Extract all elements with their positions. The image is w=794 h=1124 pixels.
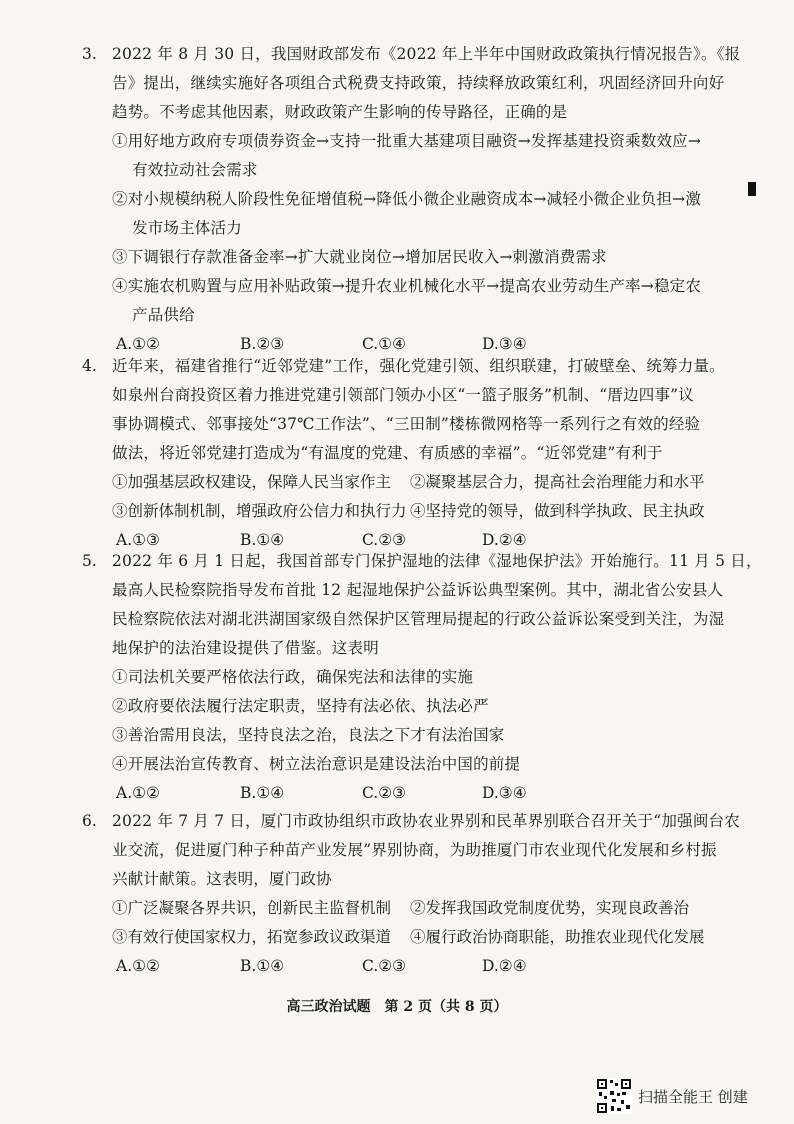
stem-line: 2022 年 8 月 30 日，我国财政部发布《2022 年上半年中国财政政策执行情况报告》。《报 — [112, 45, 741, 63]
stem-line: 民检察院依法对湖北洪湖国家级自然保护区管理局提起的行政公益诉讼案受到关注，为湿 — [112, 610, 725, 628]
statement-1: ①广泛凝聚各界共识，创新民主监督机制 — [112, 899, 392, 917]
statement-4: ④履行政治协商职能，助推农业现代化发展 — [410, 928, 705, 946]
scan-mark — [748, 182, 756, 196]
option-c[interactable]: C.②③ — [362, 784, 407, 802]
option-a[interactable]: A.①③ — [116, 531, 160, 549]
statement-row — [112, 894, 712, 923]
question-number: 4. — [82, 357, 97, 375]
option-a[interactable]: A.①② — [116, 957, 160, 975]
stem-line: 地保护的法治建设提供了借鉴。这表明 — [112, 639, 379, 657]
answer-options — [112, 952, 712, 981]
option-b[interactable]: B.①④ — [240, 784, 285, 802]
scanner-label: 扫描全能王 创建 — [638, 1087, 748, 1106]
statement-2: ②对小规模纳税人阶段性免征增值税→降低小微企业融资成本→减轻小微企业负担→激 — [112, 190, 702, 208]
statement-4: ④实施农机购置与应用补贴政策→提升农业机械化水平→提高农业劳动生产率→稳定农 — [112, 277, 702, 295]
option-b[interactable]: B.①④ — [240, 531, 285, 549]
option-d[interactable]: D.②④ — [482, 531, 527, 549]
question-number: 3. — [82, 45, 97, 63]
stem-line: 业交流，促进厦门种子种苗产业发展”界别协商，为助推厦门市农业现代化发展和乡村振 — [112, 841, 717, 859]
statement-row — [112, 923, 712, 952]
stem-line: 兴献计献策。这表明，厦门政协 — [112, 870, 332, 888]
statement-3: ③创新体制机制，增强政府公信力和执行力 — [112, 502, 407, 520]
question-6 — [82, 807, 740, 981]
question-number: 6. — [82, 812, 97, 830]
statement-4-cont: 产品供给 — [132, 306, 195, 324]
statement-1: ①加强基层政权建设，保障人民当家作主 — [112, 473, 392, 491]
scanner-watermark — [596, 1078, 748, 1114]
statement-row — [112, 468, 712, 497]
statement-3: ③有效行使国家权力，拓宽参政议政渠道 — [112, 928, 392, 946]
statement-1: ①用好地方政府专项债券资金→支持一批重大基建项目融资→发挥基建投资乘数效应→ — [112, 132, 702, 150]
answer-options — [112, 779, 712, 808]
stem-line: 2022 年 7 月 7 日，厦门市政协组织市政协农业界别和民革界别联合召开关于“加强闽台农 — [112, 812, 740, 830]
stem-line: 最高人民检察院指导发布首批 12 起湿地保护公益诉讼典型案例。其中，湖北省公安县人 — [112, 581, 724, 599]
question-3 — [82, 40, 741, 359]
option-c[interactable]: C.①④ — [362, 335, 407, 353]
stem-line: 事协调模式、邻事接处“37℃工作法”、“三田制”楼栋微网格等一系列行之有效的经验 — [112, 415, 701, 433]
statement-1: ①司法机关要严格依法行政，确保宪法和法律的实施 — [112, 668, 474, 686]
option-d[interactable]: D.②④ — [482, 957, 527, 975]
page-footer: 高三政治试题 第 2 页（共 8 页） — [286, 999, 508, 1015]
statement-3: ③善治需用良法，坚持良法之治，良法之下才有法治国家 — [112, 726, 505, 744]
option-b[interactable]: B.②③ — [240, 335, 285, 353]
question-5 — [82, 547, 762, 808]
stem-line: 如泉州台商投资区着力推进党建引领部门领办小区“一篮子服务”机制、“厝边四事”议 — [112, 386, 694, 404]
option-a[interactable]: A.①② — [116, 784, 160, 802]
stem-line: 近年来，福建省推行“近邻党建”工作，强化党建引领、组织联建，打破壁垒、统筹力量。 — [112, 357, 725, 375]
statement-2: ②凝聚基层合力，提高社会治理能力和水平 — [410, 473, 705, 491]
stem-line: 2022 年 6 月 1 日起，我国首部专门保护湿地的法律《湿地保护法》开始施行。11 月 5 日， — [112, 552, 762, 570]
statement-3: ③下调银行存款准备金率→扩大就业岗位→增加居民收入→刺激消费需求 — [112, 248, 607, 266]
qr-code-icon — [596, 1078, 632, 1114]
option-c[interactable]: C.②③ — [362, 531, 407, 549]
question-number: 5. — [82, 552, 97, 570]
option-d[interactable]: D.③④ — [482, 784, 527, 802]
option-d[interactable]: D.③④ — [482, 335, 527, 353]
option-a[interactable]: A.①② — [116, 335, 160, 353]
statement-4: ④开展法治宣传教育、树立法治意识是建设法治中国的前提 — [112, 755, 521, 773]
statement-2-cont: 发市场主体活力 — [132, 219, 242, 237]
option-b[interactable]: B.①④ — [240, 957, 285, 975]
stem-line: 告》提出，继续实施好各项组合式税费支持政策，持续释放政策红利，巩固经济回升向好 — [112, 74, 725, 92]
stem-line: 趋势。不考虑其他因素，财政政策产生影响的传导路径，正确的是 — [112, 103, 568, 121]
statement-2: ②政府要依法履行法定职责，坚持有法必依、执法必严 — [112, 697, 489, 715]
statement-row — [112, 497, 712, 526]
option-c[interactable]: C.②③ — [362, 957, 407, 975]
statement-2: ②发挥我国政党制度优势，实现良政善治 — [410, 899, 690, 917]
statement-1-cont: 有效拉动社会需求 — [132, 161, 258, 179]
question-4 — [82, 352, 725, 555]
stem-line: 做法，将近邻党建打造成为“有温度的党建、有质感的幸福”。“近邻党建”有利于 — [112, 444, 663, 462]
statement-4: ④坚持党的领导，做到科学执政、民主执政 — [410, 502, 705, 520]
